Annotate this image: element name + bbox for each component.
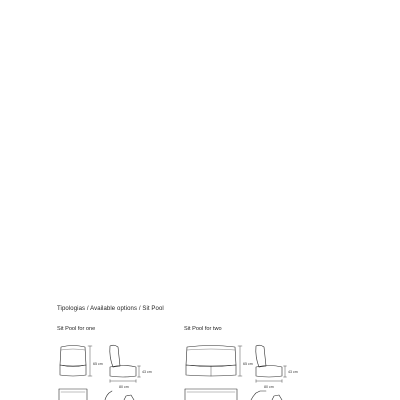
option-title-sit-pool-for-two: Sit Pool for two (184, 326, 222, 332)
sit-pool-two-reclined-view (251, 391, 282, 400)
sit-pool-one-front-view (60, 346, 86, 377)
sit-pool-two-seat-label: 43 cm (288, 370, 298, 374)
sit-pool-one-side-view (110, 345, 136, 377)
sit-pool-two-depth-dimension (256, 380, 282, 383)
sit-pool-one-seat-dimension (138, 366, 141, 377)
sit-pool-two-depth-label: 80 cm (264, 385, 274, 389)
sit-pool-two-seat-dimension (284, 366, 287, 377)
section-title: Tipologias / Available options / Sit Pool (57, 306, 164, 312)
sit-pool-two-height-label: 65 cm (243, 362, 253, 366)
sit-pool-one-depth-label: 80 cm (119, 385, 129, 389)
option-title-sit-pool-for-one: Sit Pool for one (57, 326, 96, 332)
sit-pool-one-reclined-view (105, 391, 134, 400)
sit-pool-one-seat-label: 43 cm (142, 370, 152, 374)
sit-pool-two-front-view (186, 346, 236, 377)
sit-pool-two-top-view (185, 389, 237, 400)
sit-pool-two-height-dimension (238, 346, 242, 376)
sit-pool-one-height-dimension (88, 346, 92, 376)
sit-pool-one-depth-dimension (110, 380, 136, 383)
sit-pool-two-side-view (256, 345, 282, 377)
sit-pool-one-top-view (59, 389, 87, 400)
sit-pool-one-height-label: 65 cm (93, 362, 103, 366)
